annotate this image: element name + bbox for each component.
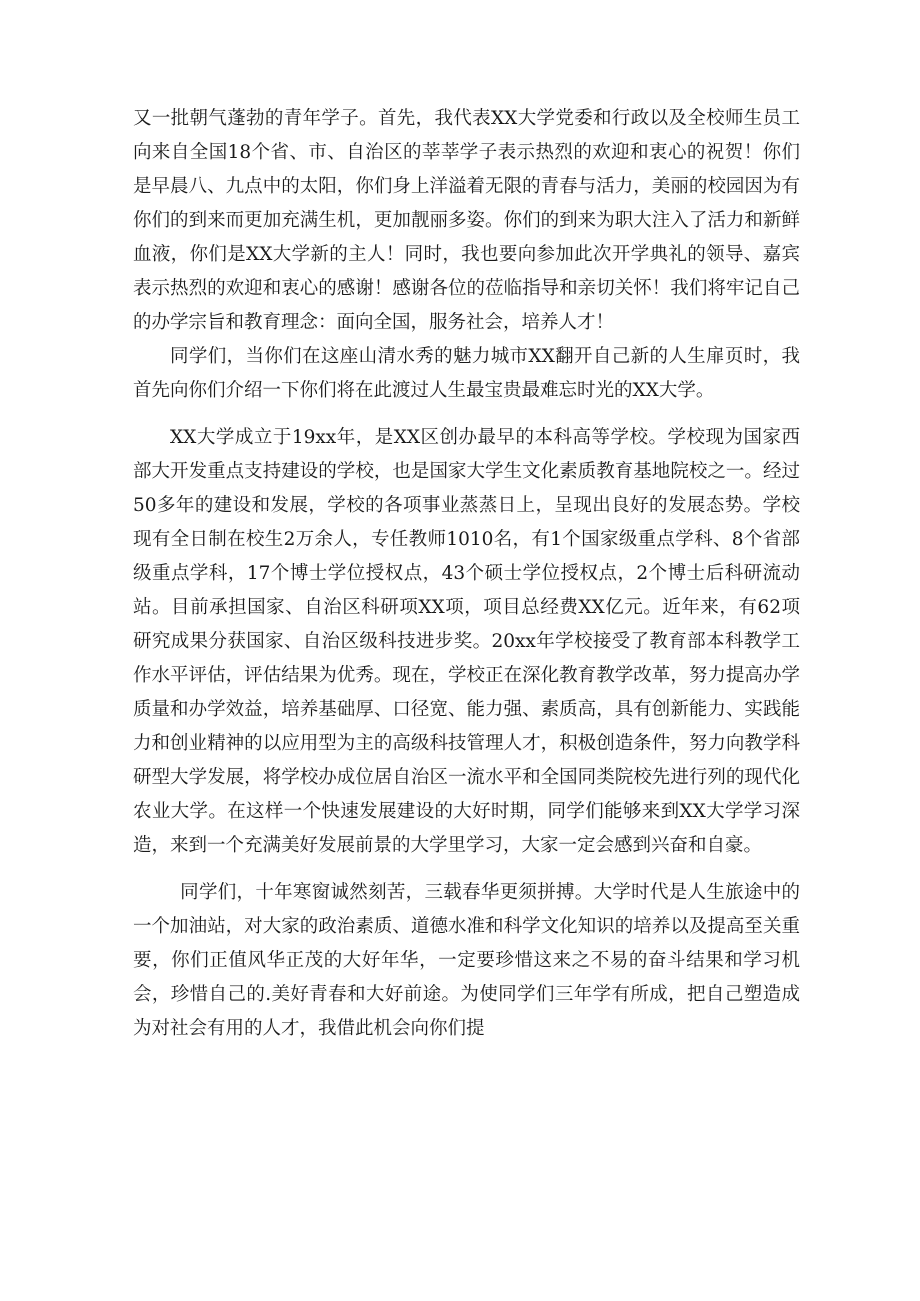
paragraph-introduction: 同学们，当你们在这座山清水秀的魅力城市XX翻开自己新的人生扉页时，我首先向你们介绍一下你们将在此渡过人生最宝贵最难忘时光的XX大学。 [133,346,800,401]
paragraph-university-profile: XX大学成立于19xx年，是XX区创办最早的本科高等学校。学校现为国家西部大开发重点支持建设的学校，也是国家大学生文化素质教育基地院校之一。经过50多年的建设和发展，学校的各项事业蒸蒸日上，呈现出良好的发展态势。学校现有全日制在校生2万余人，专任教师1010名，有1个国家级重点学科、8个省部级重点学科，17个博士学位授权点，43个硕士学位授权点，2个博士后科研流动站。目前承担国家、自治区科研项XX项，项目总经费XX亿元。近年来，有62项研究成果分获国家、自治区级科技进步奖。20xx年学校接受了教育部本科教学工作水平评估，评估结果为优秀。现在，学校正在深化教育教学改革，努力提高办学质量和办学效益，培养基础厚、口径宽、能力强、素质高，具有创新能力、实践能力和创业精神的以应用型为主的高级科技管理人才，积极创造条件，努力向教学科研型大学发展，将学校办成位居自治区一流水平和全国同类院校先进行列的现代化农业大学。在这样一个快速发展建设的大好时期，同学们能够来到XX大学学习深造，来到一个充满美好发展前景的大学里学习，大家一定会感到兴奋和自豪。 [133,427,800,856]
paragraph-welcome-continued: 又一批朝气蓬勃的青年学子。首先，我代表XX大学党委和行政以及全校师生员工向来自全国18个省、市、自治区的莘莘学子表示热烈的欢迎和衷心的祝贺！你们是早晨八、九点中的太阳，你们身上洋溢着无限的青春与活力，美丽的校园因为有你们的到来而更加充满生机，更加靓丽多姿。你们的到来为职大注入了活力和新鲜血液，你们是XX大学新的主人！同时，我也要向参加此次开学典礼的领导、嘉宾表示热烈的欢迎和衷心的感谢！感谢各位的莅临指导和亲切关怀！我们将牢记自己的办学宗旨和教育理念：面向全国，服务社会，培养人才！ [133,108,800,333]
paragraph-exhortation: 同学们，十年寒窗诚然刻苦，三载春华更须拼搏。大学时代是人生旅途中的一个加油站，对大家的政治素质、道德水准和科学文化知识的培养以及提高至关重要，你们正值风华正茂的大好年华，一定要珍惜这来之不易的奋斗结果和学习机会，珍惜自己的.美好青春和大好前途。为使同学们三年学有所成，把自己塑造成为对社会有用的人才，我借此机会向你们提 [133,882,800,1039]
document-body [133,102,800,1046]
